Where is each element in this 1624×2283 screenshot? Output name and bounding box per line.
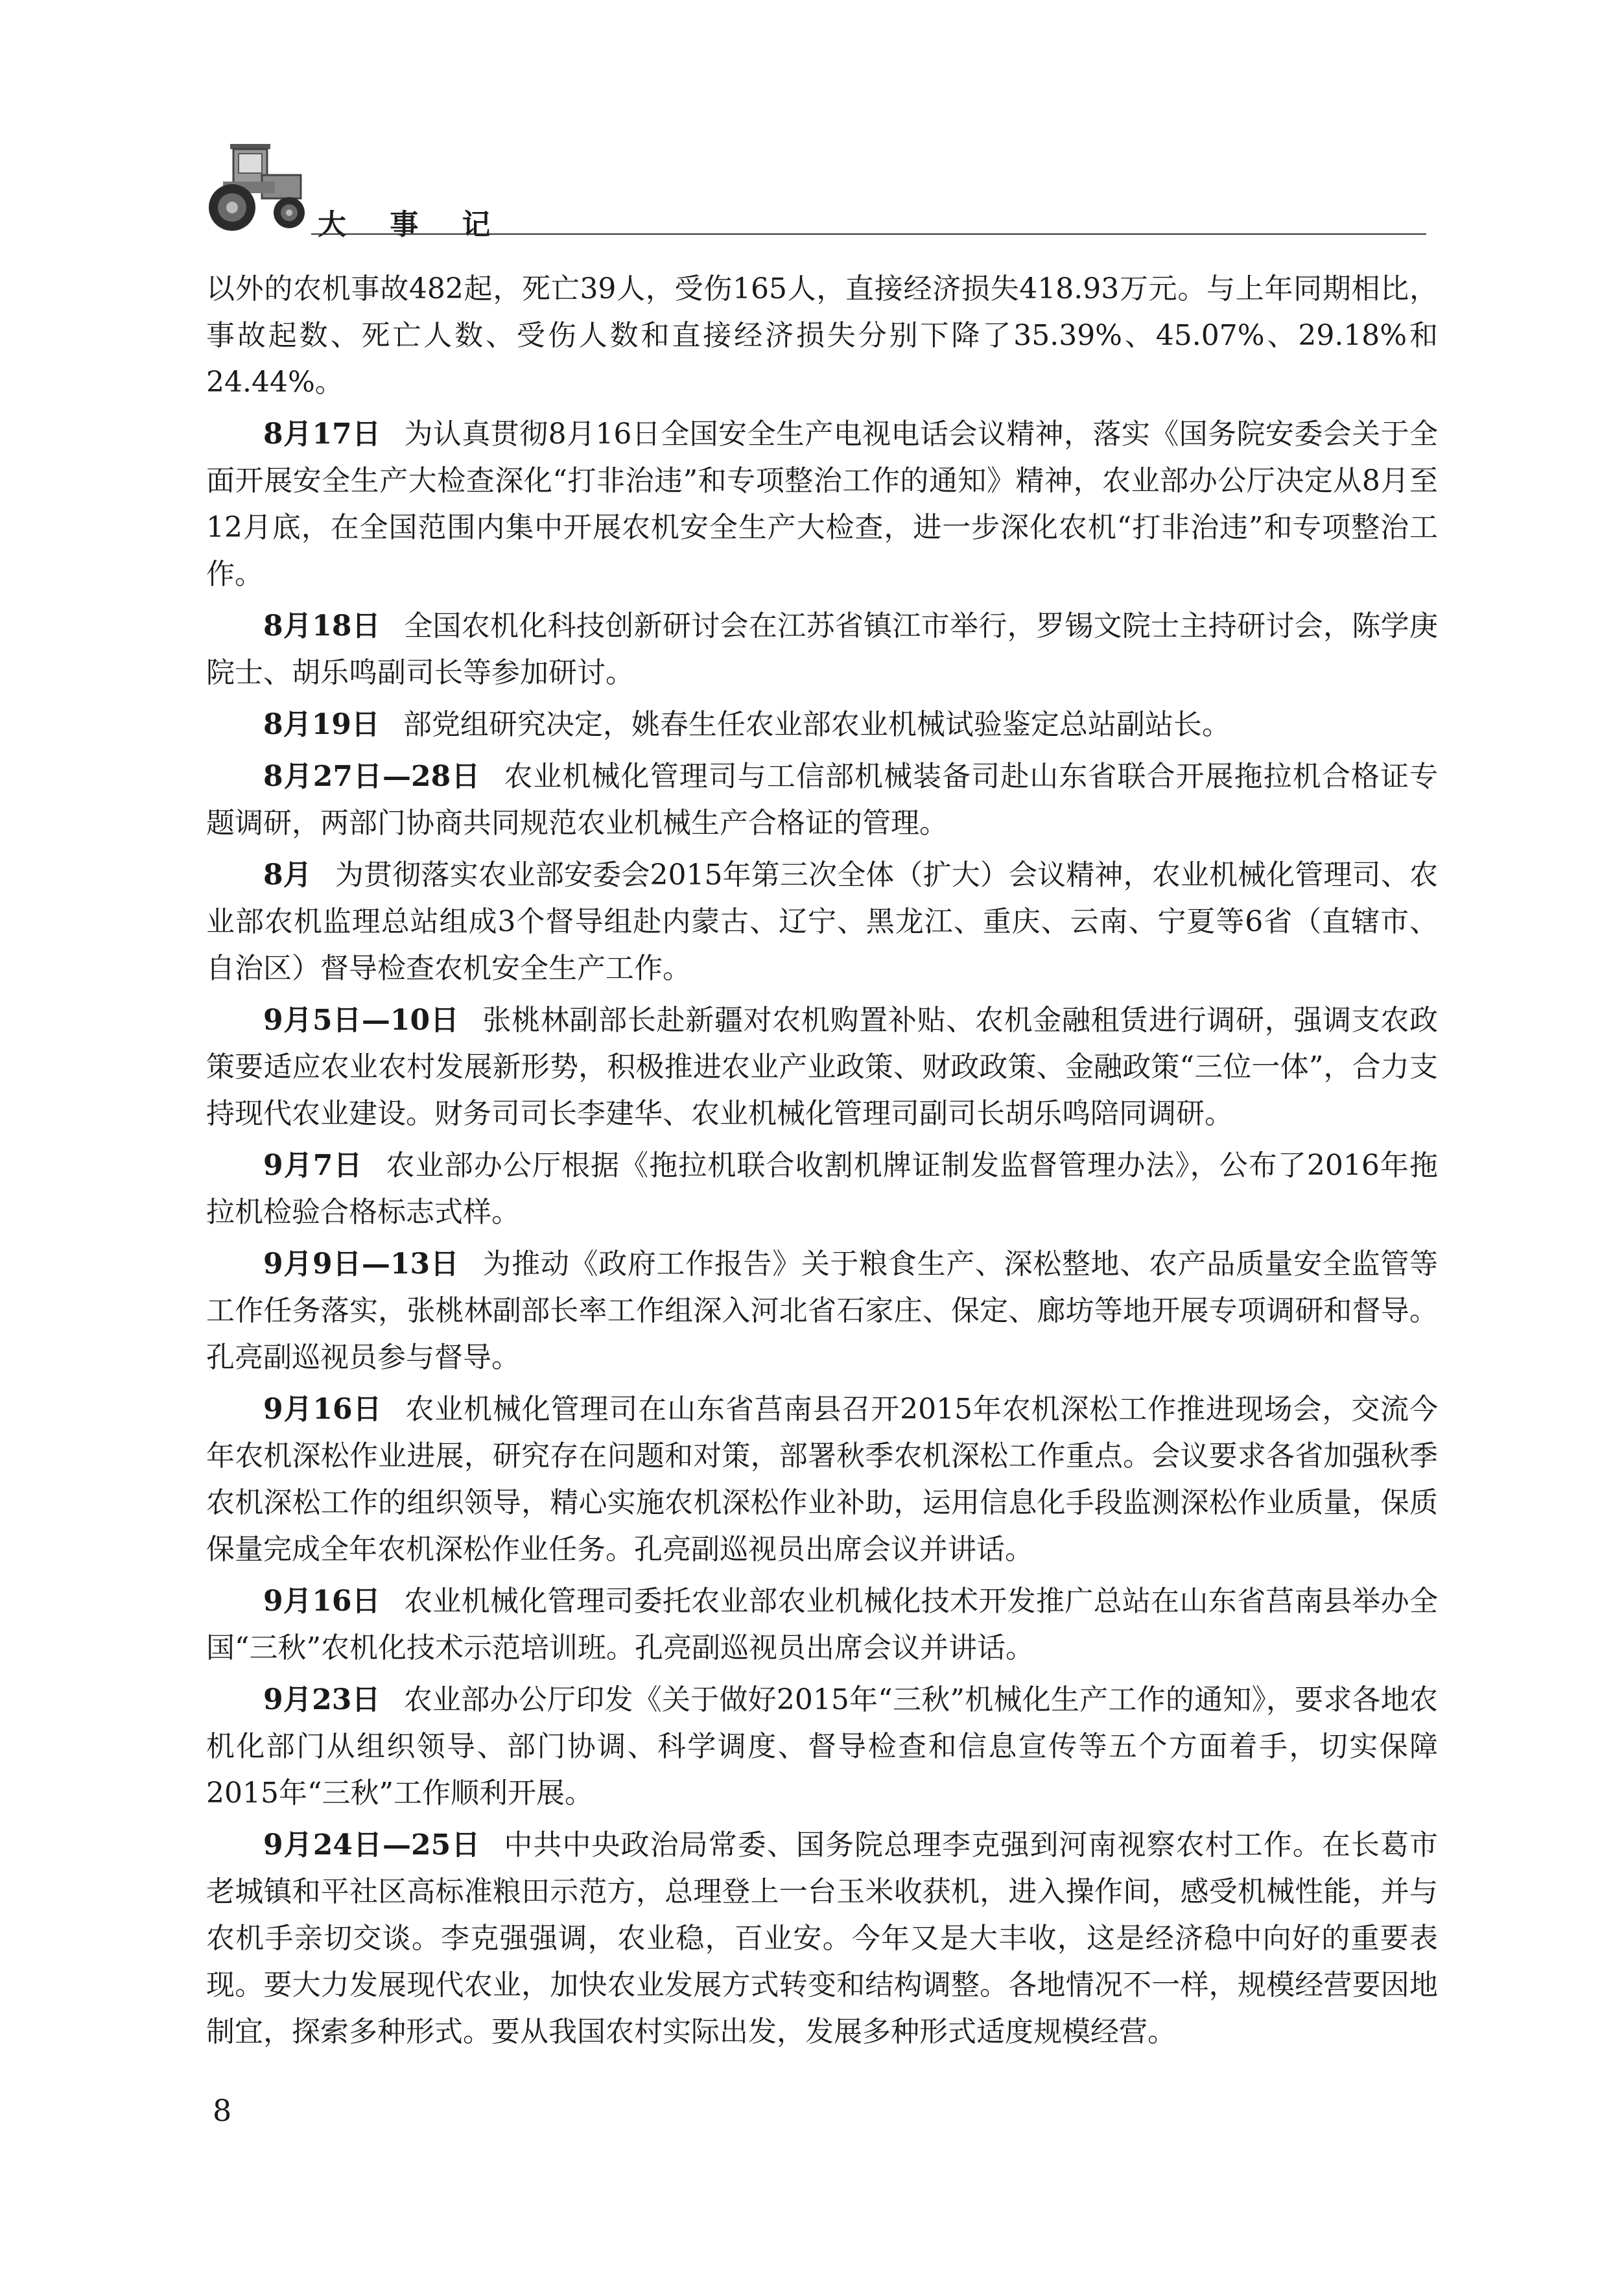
- page-header: [194, 136, 1426, 241]
- entry-date: 8月17日: [263, 418, 381, 451]
- paragraph-text: 为认真贯彻8月16日全国安全生产电视电话会议精神，落实《国务院安委会关于全面开展安全生产大检查深化“打非治违”和专项整治工作的通知》精神，农业部办公厅决定从8月至12月底，在全国范围内集中开展农机安全生产大检查，进一步深化农机“打非治违”和专项整治工作。: [206, 418, 1438, 591]
- paragraph-text: 张桃林副部长赴新疆对农机购置补贴、农机金融租赁进行调研，强调支农政策要适应农业农村发展新形势，积极推进农业产业政策、财政政策、金融政策“三位一体”，合力支持现代农业建设。财务司司长李建华、农业机械化管理司副司长胡乐鸣陪同调研。: [206, 1004, 1439, 1130]
- paragraph-text: 为贯彻落实农业部安委会2015年第三次全体（扩大）会议精神，农业机械化管理司、农业部农机监理总站组成3个督导组赴内蒙古、辽宁、黑龙江、重庆、云南、宁夏等6省（直辖市、自治区）督导检查农机安全生产工作。: [206, 858, 1438, 985]
- paragraph-text: 农业机械化管理司委托农业部农业机械化技术开发推广总站在山东省莒南县举办全国“三秋”农机化技术示范培训班。孔亮副巡视员出席会议并讲话。: [206, 1585, 1438, 1664]
- paragraph-text: 中共中央政治局常委、国务院总理李克强到河南视察农村工作。在长葛市老城镇和平社区高标准粮田示范方，总理登上一台玉米收获机，进入操作间，感受机械性能，并与农机手亲切交谈。李克强强调，农业稳，百业安。今年又是大丰收，这是经济稳中向好的重要表现。要大力发展现代农业，加快农业发展方式转变和结构调整。各地情况不一样，规模经营要因地制宜，探索多种形式。要从我国农村实际出发，发展多种形式适度规模经营。: [206, 1828, 1438, 2048]
- paragraph: [206, 1578, 1438, 1672]
- entry-date: 9月24日—25日: [263, 1828, 481, 1862]
- entry-date: 9月5日—10日: [263, 1004, 460, 1037]
- entry-date: 8月19日: [263, 708, 380, 741]
- entry-date: 9月23日: [263, 1683, 381, 1716]
- paragraph: [206, 702, 1438, 748]
- paragraph-text: 农业部办公厅根据《拖拉机联合收割机牌证制发监督管理办法》，公布了2016年拖拉机检验合格标志式样。: [206, 1149, 1438, 1229]
- paragraph-text: 以外的农机事故482起，死亡39人，受伤165人，直接经济损失418.93万元。与上年同期相比，事故起数、死亡人数、受伤人数和直接经济损失分别下降了35.39%、45.07%、29.18%和24.44%。: [206, 272, 1438, 399]
- paragraph: [206, 1241, 1438, 1381]
- paragraph: [206, 603, 1438, 696]
- paragraph: [206, 1386, 1438, 1573]
- paragraph-text: 部党组研究决定，姚春生任农业部农业机械试验鉴定总站副站长。: [403, 708, 1230, 741]
- paragraph: [206, 753, 1438, 847]
- entry-date: 9月16日: [263, 1585, 381, 1618]
- paragraph: [206, 411, 1438, 598]
- page-number: 8: [213, 2093, 232, 2128]
- tractor-icon: [194, 136, 311, 233]
- paragraph: [206, 1677, 1438, 1817]
- paragraph: [206, 1822, 1438, 2055]
- paragraph: [206, 1142, 1438, 1236]
- entry-date: 9月9日—13日: [263, 1248, 460, 1281]
- paragraph: [206, 266, 1438, 406]
- paragraph-text: 农业机械化管理司与工信部机械装备司赴山东省联合开展拖拉机合格证专题调研，两部门协商共同规范农业机械生产合格证的管理。: [206, 760, 1438, 840]
- entry-date: 8月27日—28日: [263, 760, 481, 793]
- paragraph-text: 农业机械化管理司在山东省莒南县召开2015年农机深松工作推进现场会，交流今年农机深松作业进展，研究存在问题和对策，部署秋季农机深松工作重点。会议要求各省加强秋季农机深松工作的组织领导，精心实施农机深松作业补助，运用信息化手段监测深松作业质量，保质保量完成全年农机深松作业任务。孔亮副巡视员出席会议并讲话。: [206, 1393, 1438, 1566]
- header-divider: [311, 233, 1426, 235]
- paragraph: [206, 852, 1438, 992]
- section-title: 大 事 记: [318, 208, 508, 241]
- entry-date: 9月7日: [263, 1149, 363, 1182]
- paragraph-text: 全国农机化科技创新研讨会在江苏省镇江市举行，罗锡文院士主持研讨会，陈学庚院士、胡乐鸣副司长等参加研讨。: [206, 609, 1438, 689]
- chronicle-body: [206, 266, 1438, 2061]
- entry-date: 8月: [263, 858, 312, 892]
- paragraph-text: 为推动《政府工作报告》关于粮食生产、深松整地、农产品质量安全监管等工作任务落实，张桃林副部长率工作组深入河北省石家庄、保定、廊坊等地开展专项调研和督导。孔亮副巡视员参与督导。: [206, 1248, 1438, 1374]
- entry-date: 9月16日: [263, 1393, 382, 1426]
- paragraph-text: 农业部办公厅印发《关于做好2015年“三秋”机械化生产工作的通知》，要求各地农机化部门从组织领导、部门协调、科学调度、督导检查和信息宣传等五个方面着手，切实保障2015年“三秋”工作顺利开展。: [206, 1683, 1438, 1810]
- paragraph: [206, 997, 1438, 1137]
- entry-date: 8月18日: [263, 609, 381, 643]
